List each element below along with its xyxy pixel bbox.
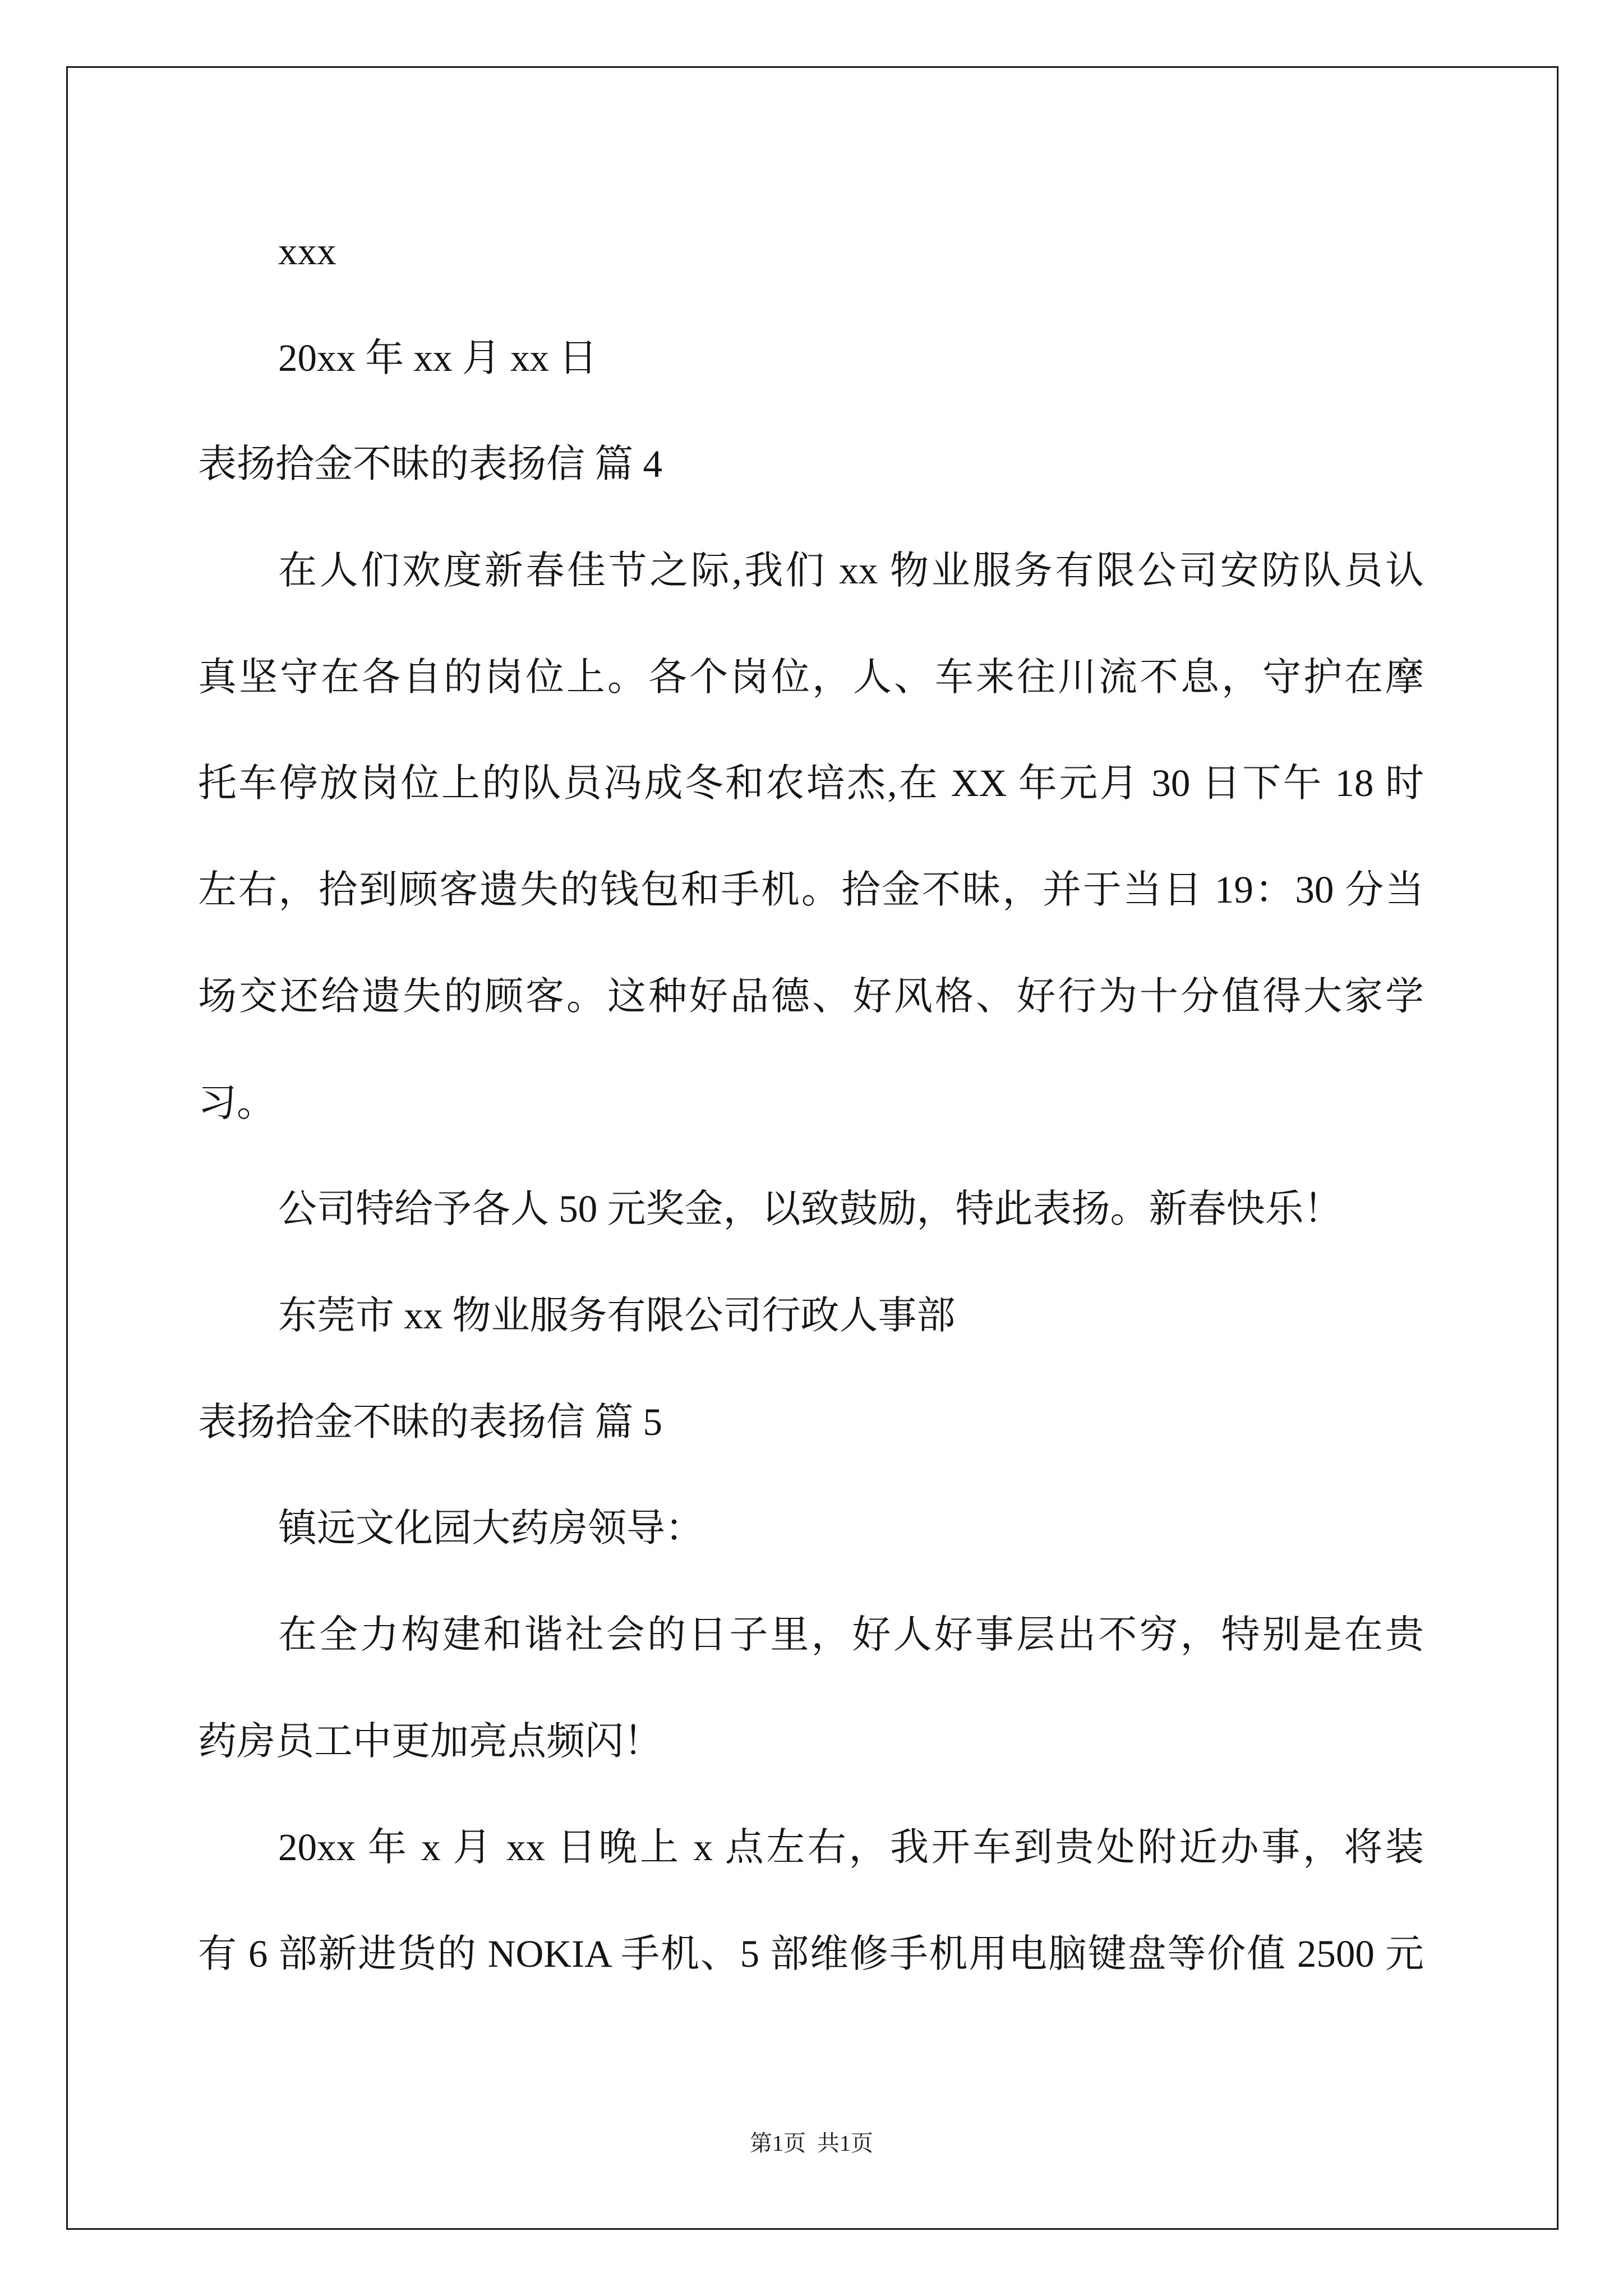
paragraph-line: 20xx 年 x 月 xx 日晚上 x 点左右，我开车到贵处附近办事，将装 [278,1826,1424,1869]
signature-date: 20xx 年 xx 月 xx 日 [278,336,598,379]
paragraph-line: 药房员工中更加亮点频闪！ [198,1719,662,1763]
paragraph-line: 在全力构建和谐社会的日子里，好人好事层出不穷，特别是在贵 [278,1613,1424,1656]
signature-name: xxx [278,230,336,273]
paragraph-line: 真坚守在各自的岗位上。各个岗位，人、车来往川流不息，守护在摩 [198,655,1424,698]
page-footer: 第1页 共1页 [750,2131,873,2156]
paragraph-line: 左右，拾到顾客遗失的钱包和手机。拾金不昧，并于当日 19：30 分当 [198,868,1424,912]
salutation: 镇远文化园大药房领导： [278,1507,704,1550]
letter-heading: 表扬拾金不昧的表扬信 篇 4 [198,443,662,486]
paragraph-line: 有 6 部新进货的 NOKIA 手机、5 部维修手机用电脑键盘等价值 2500 元 [198,1932,1424,1975]
paragraph-line: 习。 [198,1081,275,1124]
paragraph-line: 场交还给遗失的顾客。这种好品德、好风格、好行为十分值得大家学 [198,974,1424,1018]
paragraph-line: 在人们欢度新春佳节之际,我们 xx 物业服务有限公司安防队员认 [278,549,1424,592]
paragraph-line: 托车停放岗位上的队员冯成冬和农培杰,在 XX 年元月 30 日下午 18 时 [198,762,1424,805]
paragraph-line: 公司特给予各人 50 元奖金，以致鼓励，特此表扬。新春快乐！ [278,1188,1343,1231]
letter-heading: 表扬拾金不昧的表扬信 篇 5 [198,1400,662,1443]
sender-department: 东莞市 xx 物业服务有限公司行政人事部 [278,1294,956,1337]
document-body [198,199,1424,2008]
